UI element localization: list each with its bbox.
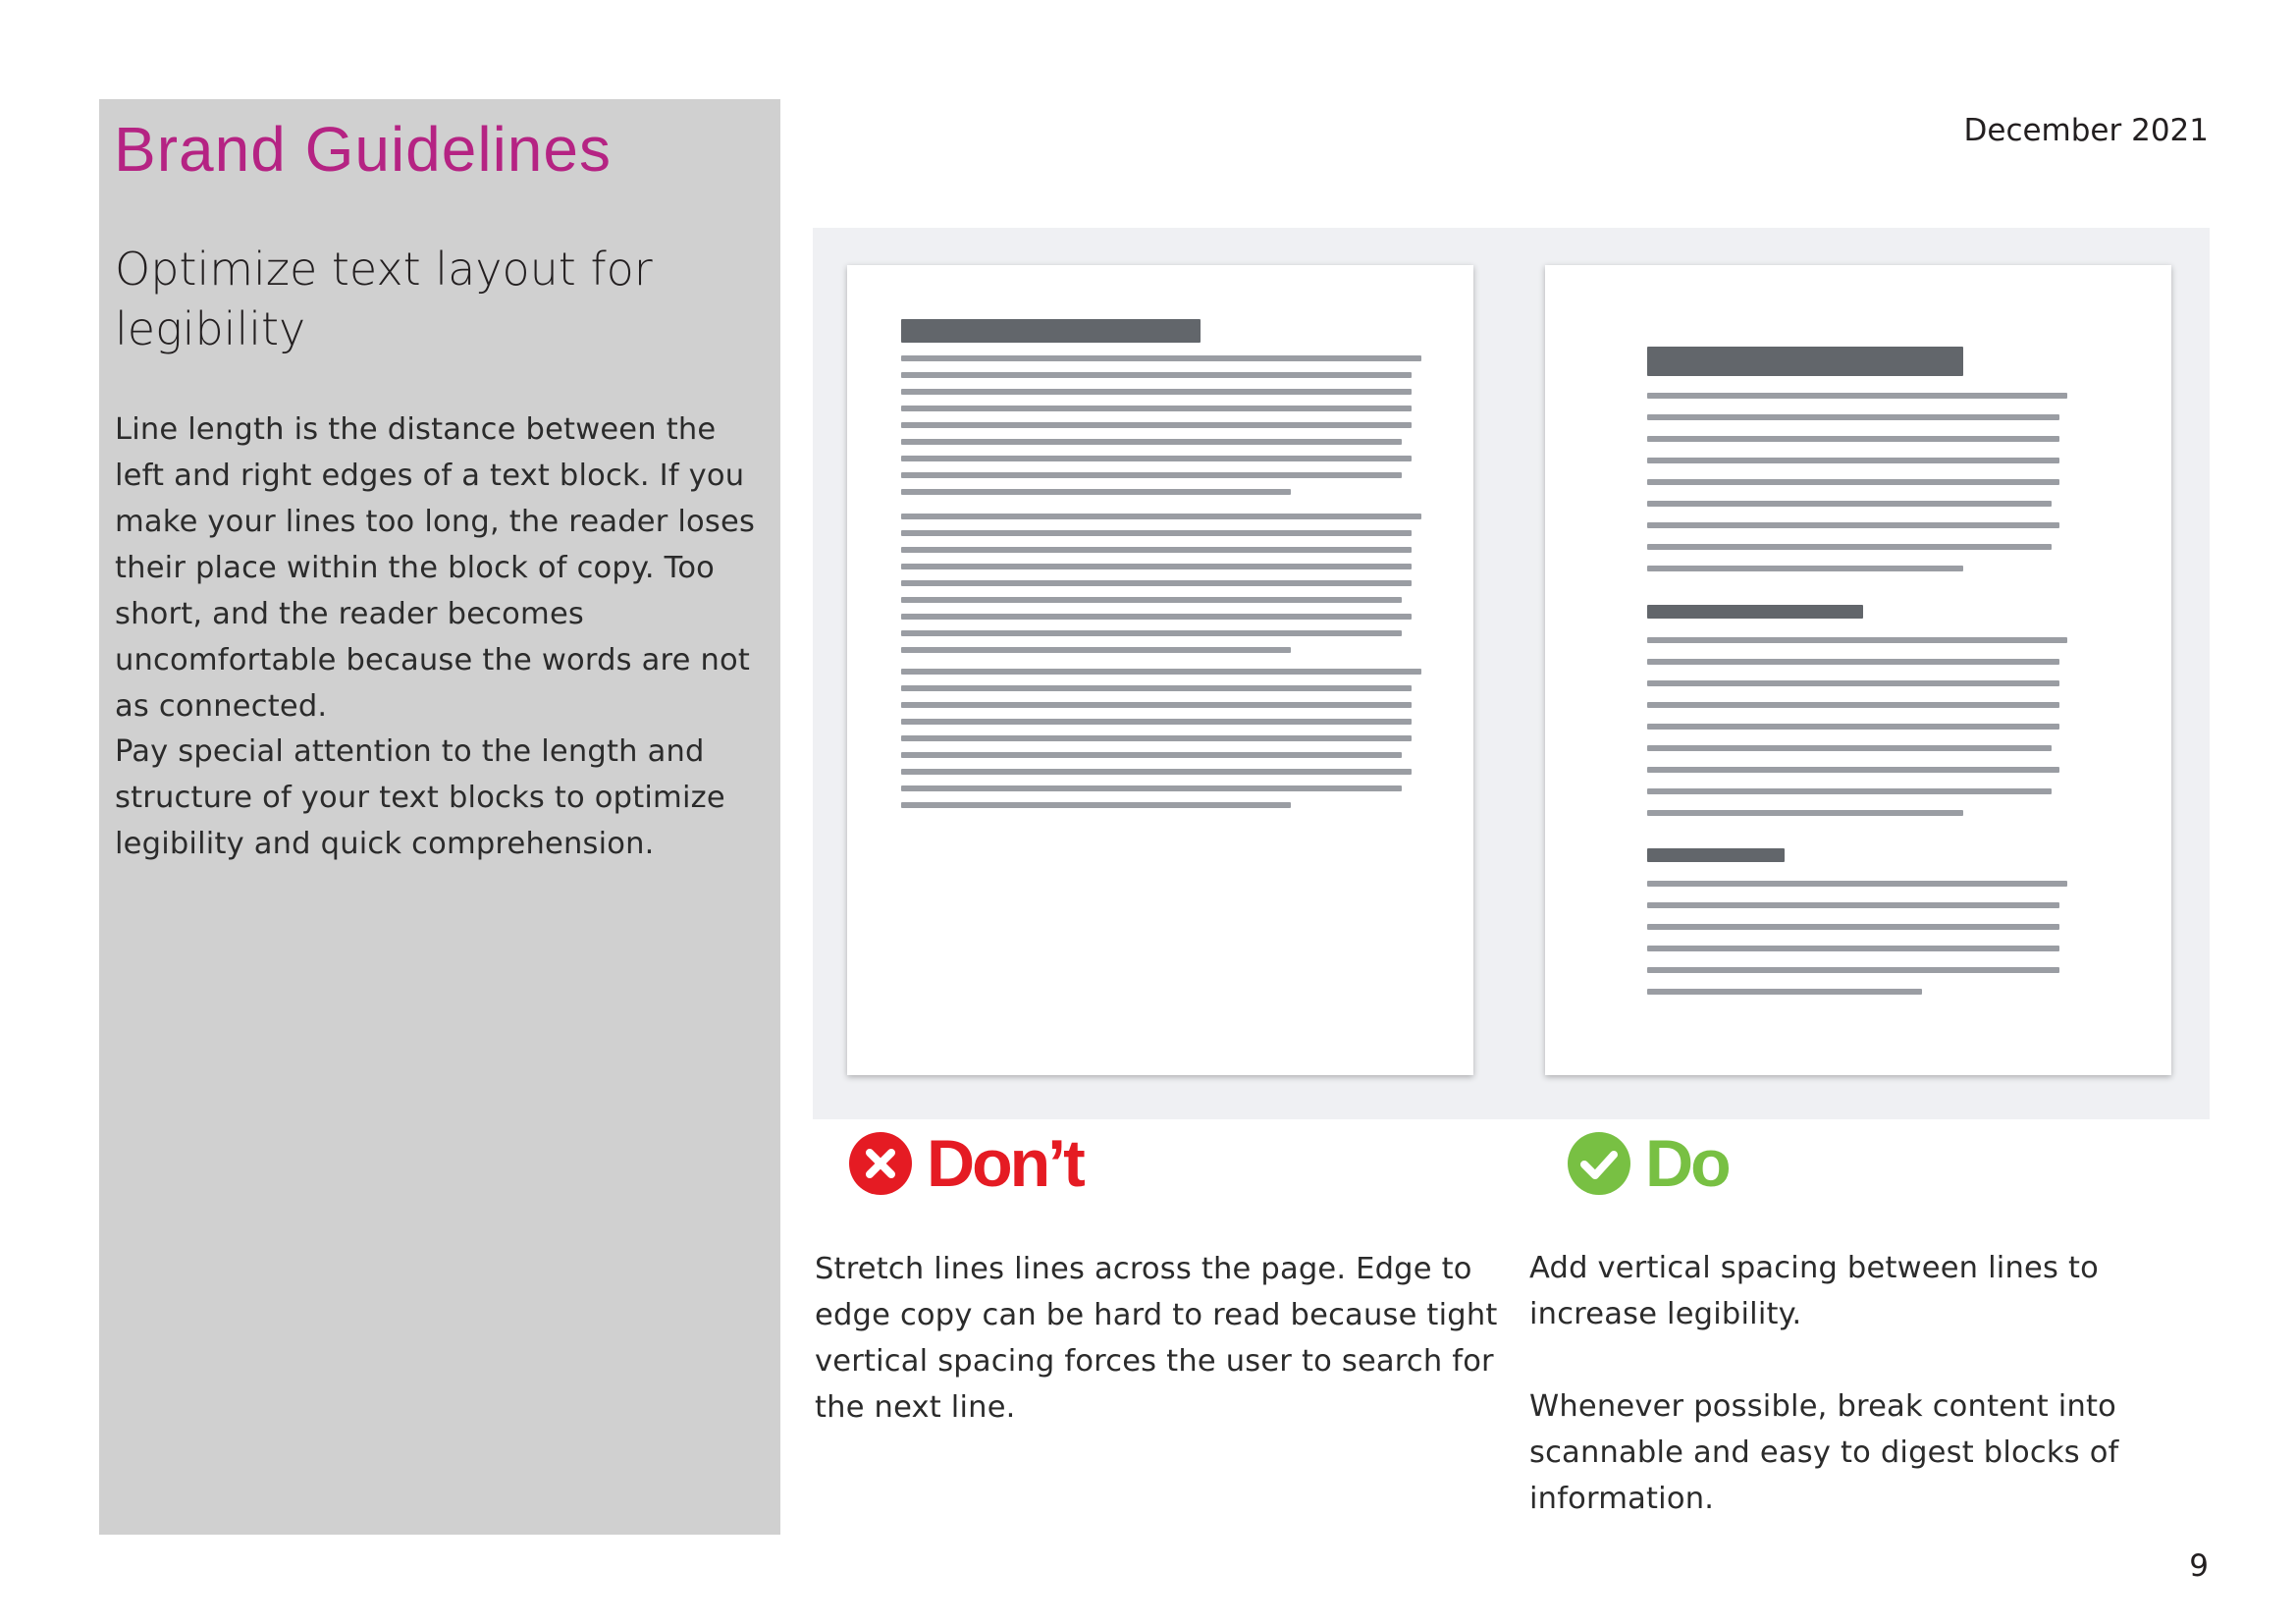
mockup-text-line (1647, 458, 2059, 463)
dont-page-mockup (847, 265, 1473, 1075)
mockup-text-line (901, 702, 1412, 708)
mockup-text-line (1647, 810, 1963, 816)
mockup-subheading-bar (1647, 848, 1785, 862)
advice-paragraph: Pay special attention to the length and structure of your text blocks to optimize legibility and quick comprehension. (115, 734, 725, 861)
mockup-text-line (1647, 393, 2067, 399)
mockup-text-line (1647, 967, 2059, 973)
mockup-heading-bar (901, 319, 1201, 343)
mockup-text-line (1647, 724, 2059, 730)
section-heading: Optimize text layout for legibility (115, 243, 653, 355)
x-circle-icon (848, 1131, 913, 1196)
mockup-text-line (1647, 501, 2052, 507)
mockup-text-line (1647, 566, 1963, 571)
do-caption-blocks: Whenever possible, break content into scannable and easy to digest blocks of information. (1529, 1389, 2119, 1516)
mockup-text-line (901, 372, 1412, 378)
mockup-text-line (901, 564, 1412, 569)
mockup-text-line (901, 785, 1402, 791)
page-number: 9 (2189, 1548, 2209, 1584)
mockup-text-line (901, 422, 1412, 428)
mockup-subheading-bar (1647, 605, 1863, 619)
mockup-text-line (1647, 522, 2059, 528)
mockup-text-line (901, 489, 1291, 495)
mockup-text-line (1647, 745, 2052, 751)
mockup-text-line (1647, 544, 2052, 550)
mockup-text-line (901, 439, 1402, 445)
mockup-text-line (901, 389, 1412, 395)
mockup-text-line (901, 630, 1402, 636)
dont-caption: Stretch lines lines across the page. Edge to edge copy can be hard to read because tight vertical spacing forces the user to search for the next line. (815, 1252, 1498, 1425)
mockup-text-line (1647, 767, 2059, 773)
sidebar-panel (99, 99, 780, 1535)
do-page-mockup (1545, 265, 2171, 1075)
mockup-text-line (901, 472, 1402, 478)
mockup-text-line (901, 406, 1412, 411)
mockup-text-line (1647, 902, 2059, 908)
mockup-text-line (1647, 680, 2059, 686)
mockup-text-line (901, 669, 1421, 675)
mockup-text-line (1647, 946, 2059, 951)
mockup-text-line (901, 530, 1412, 536)
mockup-text-line (901, 355, 1421, 361)
mockup-text-line (1647, 659, 2059, 665)
brand-title: Brand Guidelines (114, 114, 612, 185)
mockup-heading-bar (1647, 347, 1963, 376)
mockup-text-line (1647, 788, 2052, 794)
mockup-text-line (901, 456, 1412, 461)
mockup-text-line (1647, 924, 2059, 930)
layout-comparison-illustration (813, 228, 2210, 1119)
mockup-text-line (1647, 479, 2059, 485)
mockup-text-line (1647, 436, 2059, 442)
mockup-text-line (901, 597, 1402, 603)
mockup-text-line (1647, 702, 2059, 708)
mockup-text-line (901, 614, 1412, 620)
document-date: December 2021 (1963, 113, 2209, 148)
mockup-text-line (1647, 414, 2059, 420)
mockup-text-line (901, 802, 1291, 808)
do-label: Do (1645, 1126, 1729, 1201)
dont-verdict (848, 1126, 1083, 1201)
mockup-text-line (901, 769, 1412, 775)
mockup-text-line (901, 719, 1412, 725)
mockup-text-line (901, 580, 1412, 586)
mockup-text-line (901, 514, 1421, 519)
mockup-text-line (901, 735, 1412, 741)
mockup-text-line (1647, 637, 2067, 643)
mockup-text-line (901, 547, 1412, 553)
intro-paragraph: Line length is the distance between the left and right edges of a text block. If you make your lines too long, the reader loses their place within the block of copy. Too short, and the reader becomes uncomfortable because the words are not as connected. (115, 412, 756, 724)
mockup-text-line (901, 752, 1402, 758)
mockup-text-line (1647, 881, 2067, 887)
mockup-text-line (901, 685, 1412, 691)
do-caption-spacing: Add vertical spacing between lines to increase legibility. (1529, 1251, 2099, 1331)
mockup-text-line (901, 647, 1291, 653)
dont-label: Don’t (927, 1126, 1083, 1201)
mockup-text-line (1647, 989, 1922, 995)
do-verdict (1567, 1126, 1729, 1201)
check-circle-icon (1567, 1131, 1631, 1196)
